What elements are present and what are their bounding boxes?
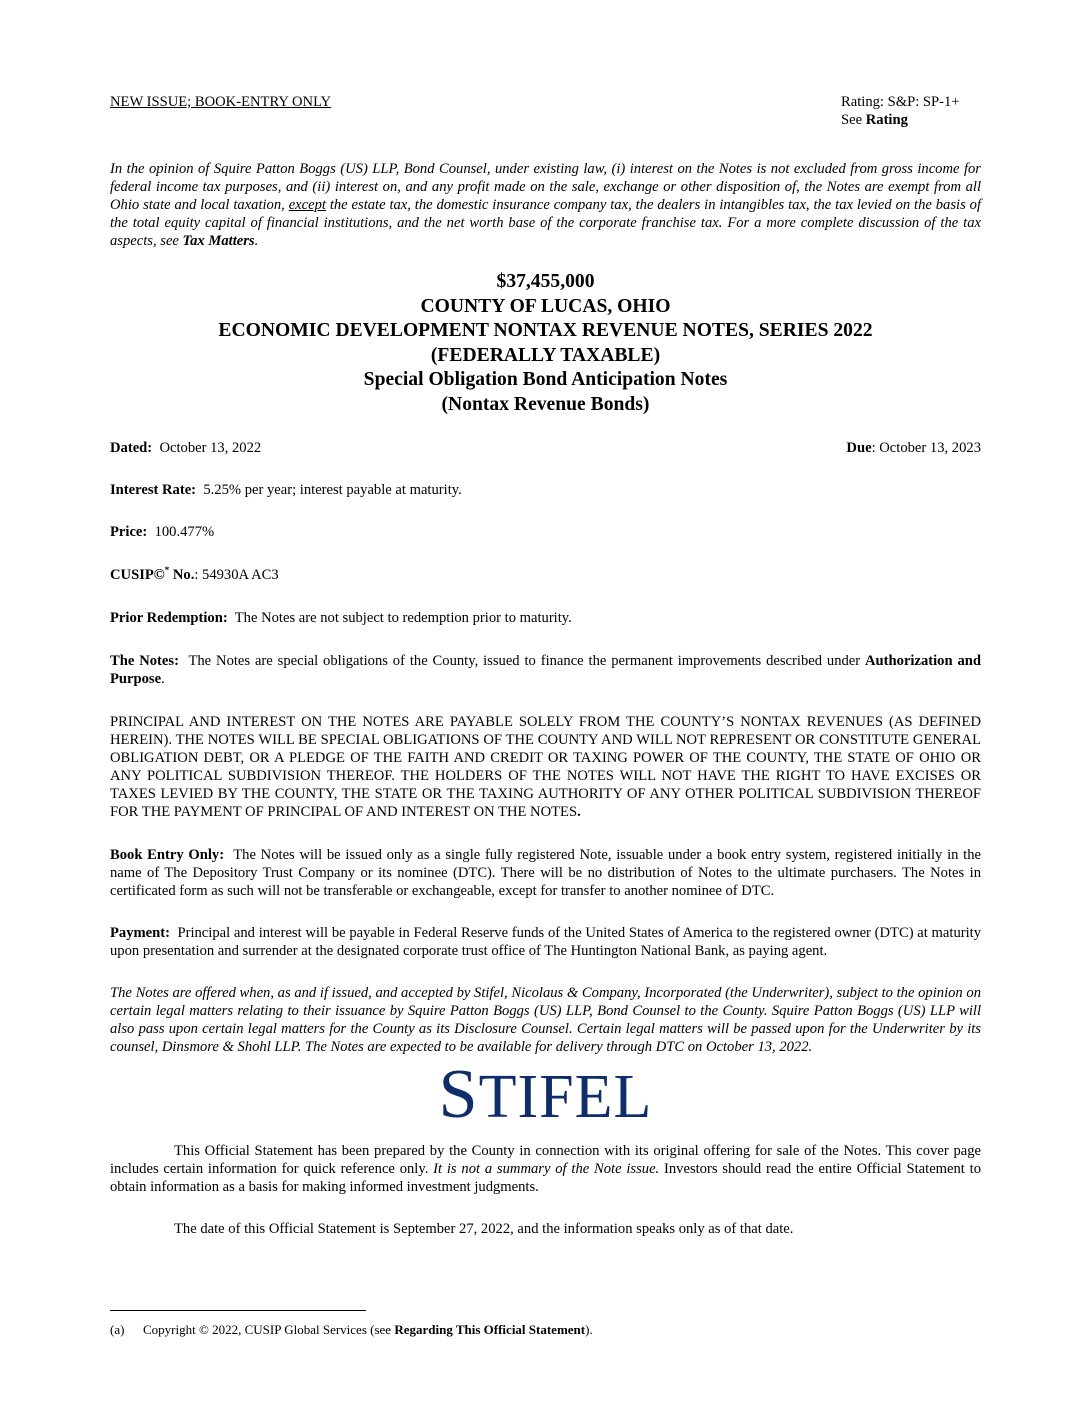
security-paragraph bbox=[110, 713, 981, 821]
payment-label: Payment: bbox=[110, 925, 170, 941]
rate-label: Interest Rate: bbox=[110, 482, 197, 498]
dates-row bbox=[110, 439, 981, 457]
security-end: . bbox=[577, 804, 581, 820]
tax-opinion bbox=[110, 160, 981, 250]
the-notes bbox=[110, 652, 981, 688]
notes-value: The Notes are special obligations of the County, issued to finance the permanent improvements described under bbox=[188, 653, 866, 669]
title-subtitle-2: (Nontax Revenue Bonds) bbox=[441, 393, 650, 415]
dated-value: October 13, 2022 bbox=[159, 440, 262, 456]
title-taxable: (FEDERALLY TAXABLE) bbox=[430, 344, 661, 366]
rate-value: 5.25% per year; interest payable at maturity. bbox=[203, 482, 462, 498]
title-series: ECONOMIC DEVELOPMENT NONTAX REVENUE NOTES, SERIES 2022 bbox=[218, 320, 873, 341]
book-entry bbox=[110, 846, 981, 900]
document-page bbox=[110, 93, 981, 1238]
due bbox=[846, 439, 981, 457]
tax-matters-ref: Tax Matters bbox=[182, 233, 255, 249]
notes-label: The Notes: bbox=[110, 653, 179, 669]
date-statement: The date of this Official Statement is September 27, 2022, and the information speaks only as of that date. bbox=[174, 1221, 794, 1237]
logo-rest: TIFEL bbox=[478, 1063, 653, 1131]
offering-paragraph: The Notes are offered when, as and if issued, and accepted by Stifel, Nicolaus & Company, Incorporated (the Underwriter), subject to the opinion on certain legal matters relating to their issuance by Squire Patton Boggs (US) LLP, Bond Counsel to the County. Squire Patton Boggs (US) LLP will also pass upon certain legal matters for the County as its Disclosure Counsel. Certain legal matters will be passed upon for the Underwriter by its counsel, Dinsmore & Shohl LLP. The Notes are expected to be available for delivery through DTC on October 13, 2022. bbox=[110, 985, 981, 1055]
cusip bbox=[110, 566, 981, 584]
rating-link: Rating bbox=[865, 112, 908, 128]
footnote-mark: (a) bbox=[110, 1322, 125, 1337]
rating-block bbox=[841, 93, 981, 129]
price-value: 100.477% bbox=[154, 524, 215, 540]
security-text: PRINCIPAL AND INTEREST ON THE NOTES ARE PAYABLE SOLELY FROM THE COUNTY’S NONTAX REVENUES (AS DEFINED HEREIN). THE NOTES WILL BE SPECIAL OBLIGATIONS OF THE COUNTY AND WILL NOT REPRESENT OR CONSTITUTE GENERAL OBLIGATION DEBT, OR A PLEDGE OF THE FAITH AND CREDIT OR TAXING POWER OF THE COUNTY, THE STATE OF OHIO OR ANY POLITICAL SUBDIVISION THEREOF. THE HOLDERS OF THE NOTES WILL NOT HAVE THE RIGHT TO HAVE EXCISES OR TAXES LEVIED BY THE COUNTY, THE STATE OR THE TAXING AUTHORITY OF ANY OTHER POLITICAL SUBDIVISION THEREOF FOR THE PAYMENT OF PRINCIPAL OF AND INTEREST ON THE NOTES bbox=[110, 714, 981, 820]
cusip-label-2: No. bbox=[169, 567, 195, 583]
cusip-value: : 54930A AC3 bbox=[194, 567, 279, 583]
redemption-value: The Notes are not subject to redemption prior to maturity. bbox=[234, 610, 572, 626]
stifel-logo bbox=[110, 1056, 981, 1133]
cusip-label: CUSIP© bbox=[110, 567, 165, 583]
statement-text-1: This Official Statement has been prepared by the County in connection with its original offering for sale of the Notes. This cover page includes certain information for quick reference only. bbox=[110, 1143, 981, 1177]
statement-text-2: Investors should read the entire Official Statement to obtain information as a basis for making informed investment judgments. bbox=[110, 1161, 981, 1195]
redemption-label: Prior Redemption: bbox=[110, 610, 228, 626]
header-row bbox=[110, 93, 981, 129]
logo-initial: S bbox=[438, 1056, 479, 1133]
statement-italic: It is not a summary of the Note issue. bbox=[433, 1161, 660, 1177]
title-issuer: COUNTY OF LUCAS, OHIO bbox=[420, 295, 671, 317]
interest-rate bbox=[110, 481, 981, 499]
statement-paragraph bbox=[110, 1142, 981, 1196]
book-entry-text: The Notes will be issued only as a single fully registered Note, issuable under a book entry system, registered initially in the name of The Depository Trust Company or its nominee (DTC). There will be no distribution of Notes to the ultimate purchasers. The Notes in certificated form as such will not be transferable or exchangeable, except for transfer to another nominee of DTC. bbox=[110, 847, 981, 899]
tax-end: . bbox=[254, 233, 259, 249]
cusip-footnote-mark: * bbox=[164, 565, 170, 576]
dated-label: Dated: bbox=[110, 440, 153, 456]
price-label: Price: bbox=[110, 524, 148, 540]
book-entry-label: Book Entry Only: bbox=[110, 847, 225, 863]
title-block bbox=[110, 270, 981, 417]
footnote-divider bbox=[110, 1310, 366, 1311]
due-label: Due bbox=[846, 440, 872, 456]
rating-see bbox=[841, 111, 981, 129]
dated bbox=[110, 439, 261, 457]
prior-redemption bbox=[110, 609, 981, 627]
footnote-end: ). bbox=[585, 1322, 593, 1337]
rating-line: Rating: S&P: SP-1+ bbox=[841, 94, 960, 110]
footnote-text: Copyright © 2022, CUSIP Global Services (see bbox=[143, 1322, 395, 1337]
issue-type: NEW ISSUE; BOOK-ENTRY ONLY bbox=[110, 94, 332, 110]
footnote-ref: Regarding This Official Statement bbox=[394, 1322, 586, 1337]
payment-text: Principal and interest will be payable in Federal Reserve funds of the United States of America to the registered owner (DTC) at maturity upon presentation and surrender at the designated corporate trust office of The Huntington National Bank, as paying agent. bbox=[110, 925, 982, 959]
payment bbox=[110, 924, 981, 960]
see-prefix: See bbox=[841, 112, 866, 128]
price bbox=[110, 523, 981, 541]
title-amount: $37,455,000 bbox=[496, 271, 595, 292]
footnote bbox=[110, 1322, 593, 1338]
authorization-ref: Authorization and Purpose bbox=[110, 653, 981, 687]
title-subtitle: Special Obligation Bond Anticipation Notes bbox=[363, 369, 728, 390]
notes-end: . bbox=[161, 671, 165, 687]
tax-text-2: the estate tax, the domestic insurance company tax, the dealers in intangibles tax, the tax levied on the basis of the total equity capital of financial institutions, and the net worth base of the corporate franchise tax. For a more complete discussion of the tax aspects, see bbox=[110, 197, 981, 249]
due-value: : October 13, 2023 bbox=[871, 440, 981, 456]
tax-except: except bbox=[288, 197, 326, 213]
tax-text-1: In the opinion of Squire Patton Boggs (US) LLP, Bond Counsel, under existing law, (i) interest on the Notes is not excluded from gross income for federal income tax purposes, and (ii) interest on, and any profit made on the sale, exchange or other disposition of, the Notes are exempt from all Ohio state and local taxation, bbox=[110, 161, 981, 213]
